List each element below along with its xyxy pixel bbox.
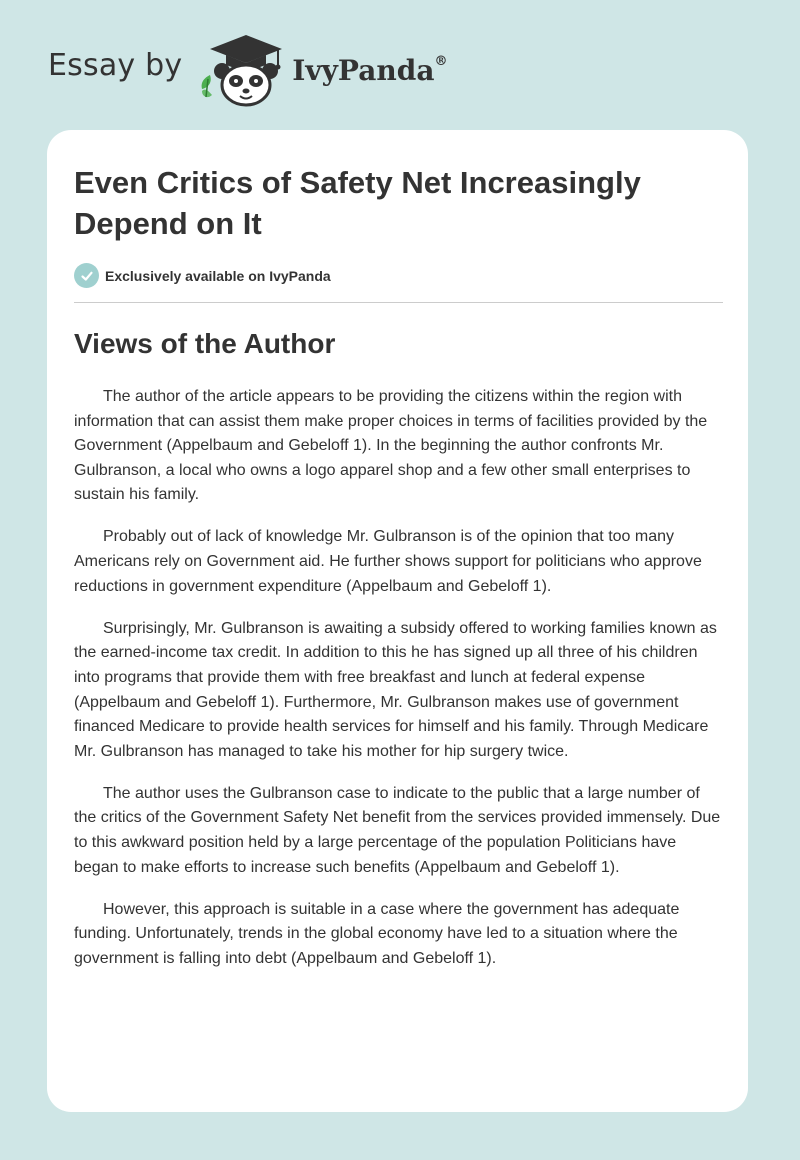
- paragraph: The author of the article appears to be providing the citizens within the region with information that can assist them make proper choices in terms of facilities provided by the Government (Appelbaum and Gebeloff 1). In the beginning the author confronts Mr. Gulbranson, a local who owns a logo apparel shop and a few other small enterprises to sustain his family.: [74, 388, 708, 504]
- site-header: [48, 30, 447, 110]
- exclusive-label: Exclusively available on IvyPanda: [105, 267, 331, 284]
- paragraph: Surprisingly, Mr. Gulbranson is awaiting a subsidy offered to working families known as the earned-income tax credit. In addition to this he has signed up all three of his children into programs that provide them with free breakfast and lunch at federal expense (Appelbaum and Gebeloff 1). Furthermore, Mr. Gulbranson makes use of government financed Medicare to provide health services for himself and his family. Through Medicare Mr. Gulbranson has managed to take his mother for hip surgery twice.: [74, 619, 717, 760]
- essay-by-label: Essay by: [48, 47, 183, 83]
- page-title: Even Critics of Safety Net Increasingly Depend on It: [74, 165, 641, 241]
- brand-name: IvyPanda®: [292, 53, 448, 87]
- divider: [74, 302, 723, 303]
- paragraph: The author uses the Gulbranson case to indicate to the public that a large number of the critics of the Government Safety Net benefit from the services provided immensely. Due to this awkward position held by a large percentage of the population Politicians have began to make efforts to increase such benefits (Appelbaum and Gebeloff 1).: [74, 784, 721, 876]
- section-heading: Views of the Author: [74, 328, 336, 359]
- article-body: [74, 385, 725, 989]
- registered-mark: ®: [434, 54, 448, 70]
- essay-card: [47, 130, 748, 1112]
- paragraph: Probably out of lack of knowledge Mr. Gulbranson is of the opinion that too many Americans rely on Government aid. He further shows support for politicians who approve reductions in government expenditure (Appelbaum and Gebeloff 1).: [74, 528, 702, 595]
- panda-graduate-logo-icon: [196, 31, 284, 109]
- paragraph: However, this approach is suitable in a case where the government has adequate funding. Unfortunately, trends in the global economy have led to a situation where the government is falling into debt (Appelbaum and Gebeloff 1).: [74, 900, 680, 967]
- check-icon: [74, 263, 99, 288]
- ivypanda-logo[interactable]: [196, 31, 447, 109]
- exclusive-badge: [74, 263, 331, 288]
